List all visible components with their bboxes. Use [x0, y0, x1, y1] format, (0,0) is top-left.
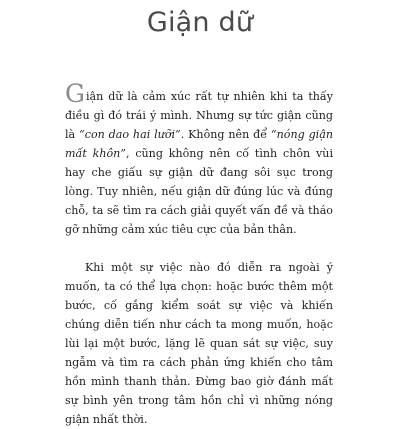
paragraph-1-text-1: iận dữ là cảm xúc rất tự nhiên khi ta thấy điều gì đó trái ý mình. Nhưng sự tức giận cũng là: [65, 90, 333, 141]
paragraph-1-text-3: , cũng không nên cố tình chôn vùi hay che giấu sự giận dữ đang sôi sục trong lòng. Tuy nhiên, nếu giận dữ đúng lúc và đúng chỗ, ta sẽ tìm ra cách giải quyết vấn đề và tháo gỡ những cảm xúc tiêu cực của bản thân.: [65, 147, 333, 236]
drop-cap-letter: G: [65, 79, 85, 108]
paragraph-1-quote-1: “con dao hai lưỡi”: [79, 128, 181, 141]
paragraph-1: [65, 79, 333, 239]
paragraph-1-quote-2: “nóng giận mất khôn”: [65, 128, 333, 160]
paragraph-2: Khi một sự việc nào đó diễn ra ngoài ý muốn, ta có thể lựa chọn: hoặc bước thêm một bước, cố gắng kiểm soát sự việc và khiến chúng diễn tiến như cách ta mong muốn, hoặc lùi lại một bước, lặng lẽ quan sát sự việc, suy ngẫm và tìm ra cách phản ứng khiến cho tâm hồn mình thanh thản. Đừng bao giờ đánh mất sự bình yên trong tâm hồn chỉ vì những nóng giận nhất thời.: [65, 261, 333, 426]
body-text: [65, 79, 333, 429]
chapter-title: Giận dữ: [146, 7, 254, 38]
paragraph-1-text-2: . Không nên để: [180, 128, 271, 141]
